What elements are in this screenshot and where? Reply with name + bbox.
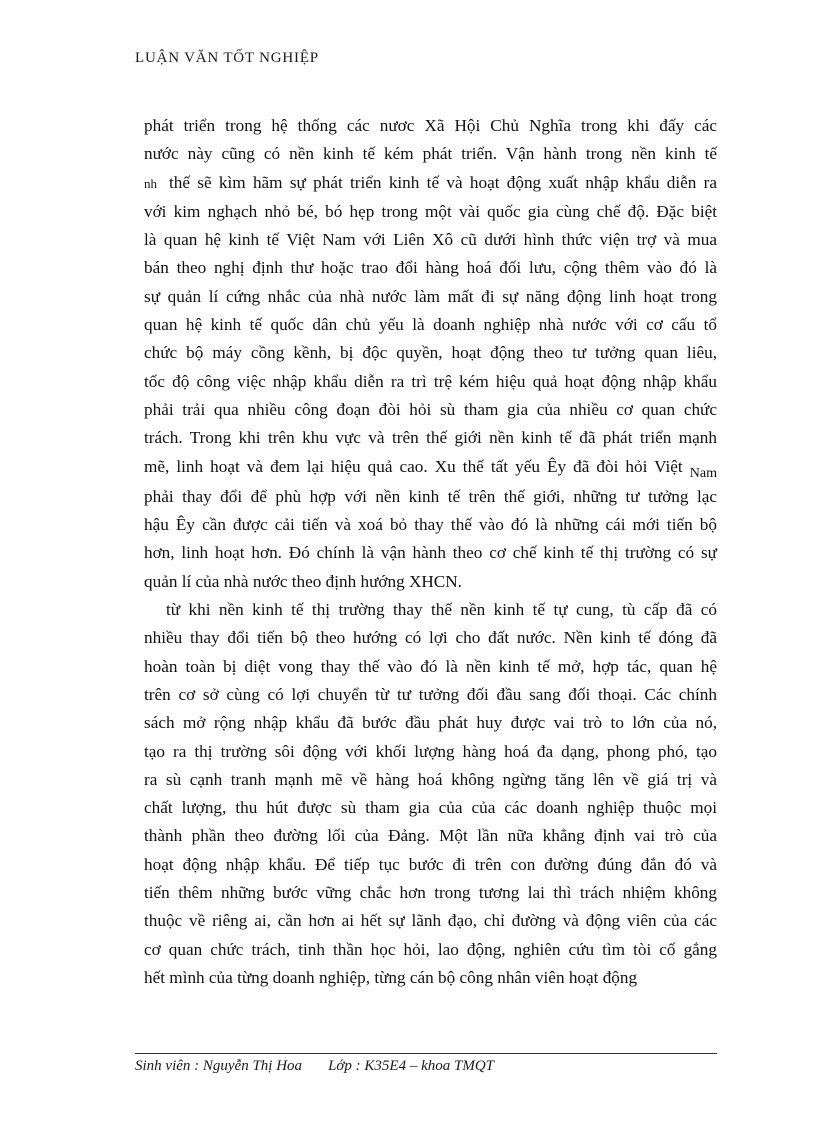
paragraph-line: thuộc về riêng ai, cần hơn ai hết sự lãnh đạo, chỉ đường và động viên của các <box>144 911 717 931</box>
paragraph-line: thành phần theo đường lối của Đảng. Một lần nữa khẳng định vai trò của <box>144 826 717 846</box>
footer-class: Lớp : K35E4 – khoa TMQT <box>328 1058 494 1074</box>
paragraph-line: bán theo nghị định thư hoặc trao đổi hàng hoá đối lưu, cộng thêm vào đó là <box>144 258 717 278</box>
paragraph-line: tạo ra thị trường sôi động với khối lượng hàng hoá đa dạng, phong phó, tạo <box>144 741 717 761</box>
footer-divider <box>135 1053 717 1054</box>
paragraph-line: chức bộ máy cồng kềnh, bị độc quyền, hoạt động theo tư tưởng quan liêu, <box>144 343 717 363</box>
paragraph-line: trên cơ sở cùng có lợi chuyển từ tư tưởng đối đầu sang đối thoại. Các chính <box>144 684 717 704</box>
page-header <box>135 50 319 67</box>
paragraph-line: từ khi nền kinh tế thị trường thay thế nền kinh tế tự cung, tù cấp đã có <box>166 600 717 620</box>
paragraph-line: chất lượng, thu hút được sù tham gia của của các doanh nghiệp thuộc mọi <box>144 798 717 818</box>
inline-fragment-nh: nh <box>144 175 157 191</box>
page-footer <box>135 1058 494 1075</box>
paragraph-line: hết mình của từng doanh nghiệp, từng cán bộ công nhân viên hoạt động <box>144 967 638 987</box>
paragraph-line-with-inline <box>144 169 717 198</box>
paragraph-line: với kim nghạch nhỏ bé, bó hẹp trong một vài quốc gia cùng chế độ. Đặc biệt <box>144 201 717 221</box>
paragraph-line: phát triển trong hệ thống các nươc Xã Hội Chủ Nghĩa trong khi đấy các <box>144 116 717 135</box>
paragraph-line: tốc độ công việc nhập khẩu diễn ra trì trệ kém hiệu quả hoạt động nhập khẩu <box>144 371 717 391</box>
paragraph-line: phải trải qua nhiều công đoạn đòi hỏi sù tham gia của nhiều cơ quan chức <box>144 399 717 419</box>
paragraph-line: ra sù cạnh tranh mạnh mẽ về hàng hoá không ngừng tăng lên về giá trị và <box>144 769 717 789</box>
paragraph-line: nước này cũng có nền kinh tế kém phát triển. Vận hành trong nền kinh tế <box>144 144 717 164</box>
paragraph-line: phải thay đổi để phù hợp với nền kinh tế trên thế giới, những tư tưởng lạc <box>144 486 717 506</box>
footer-student: Sinh viên : Nguyễn Thị Hoa <box>135 1058 303 1074</box>
paragraph-line: tiến thêm những bước vững chắc hơn trong tương lai thì trách nhiệm không <box>144 883 717 903</box>
header-title: LUẬN VĂN TỐT NGHIỆP <box>135 50 319 66</box>
paragraph-line: hoàn toàn bị diệt vong thay thế vào đó là nền kinh tế mở, hợp tác, quan hệ <box>144 656 717 676</box>
paragraph-line-text: mẽ, linh hoạt và đem lại hiệu quả cao. Xu thế tất yếu Êy đã đòi hỏi Việt <box>144 456 683 476</box>
paragraph-2 <box>144 596 717 992</box>
inline-fragment-nam: Nam <box>689 465 717 481</box>
paragraph-line: quản lí của nhà nước theo định hướng XHCN. <box>144 571 462 591</box>
paragraph-line: trách. Trong khi trên khu vực và trên thế giới nền kinh tế đã phát triển mạnh <box>144 428 717 448</box>
paragraph-line: sách mở rộng nhập khẩu đã bước đầu phát huy được vai trò to lớn của nó, <box>144 713 717 733</box>
paragraph-line: cơ quan chức trách, tinh thần học hỏi, lao động, nghiên cứu tìm tòi cố gắng <box>144 939 717 959</box>
paragraph-line: nhiều thay đổi tiến bộ theo hướng có lợi cho đất nước. Nền kinh tế đóng đã <box>144 628 717 648</box>
paragraph-line: quan hệ kinh tế quốc dân chủ yếu là doanh nghiệp nhà nước với cơ cấu tổ <box>144 315 717 335</box>
paragraph-line: hậu Êy cần được cải tiến và xoá bỏ thay thế vào đó là những cái mới tiến bộ <box>144 515 717 535</box>
document-body <box>144 112 717 992</box>
paragraph-line: sự quản lí cứng nhắc của nhà nước làm mất đi sự năng động linh hoạt trong <box>144 286 717 306</box>
paragraph-1 <box>144 112 717 596</box>
paragraph-line-text: thế sẽ kìm hãm sự phát triển kinh tế và hoạt động xuất nhập khẩu diễn ra <box>169 172 717 192</box>
paragraph-line: hơn, linh hoạt hơn. Đó chính là vận hành theo cơ chế kinh tế thị trường có sự <box>144 543 717 563</box>
paragraph-line-with-inline <box>144 453 717 483</box>
paragraph-line: là quan hệ kinh tế Việt Nam với Liên Xô cũ dưới hình thức viện trợ và mua <box>144 230 717 250</box>
paragraph-line: hoạt động nhập khẩu. Để tiếp tục bước đi trên con đường đúng đắn đó và <box>144 854 717 874</box>
